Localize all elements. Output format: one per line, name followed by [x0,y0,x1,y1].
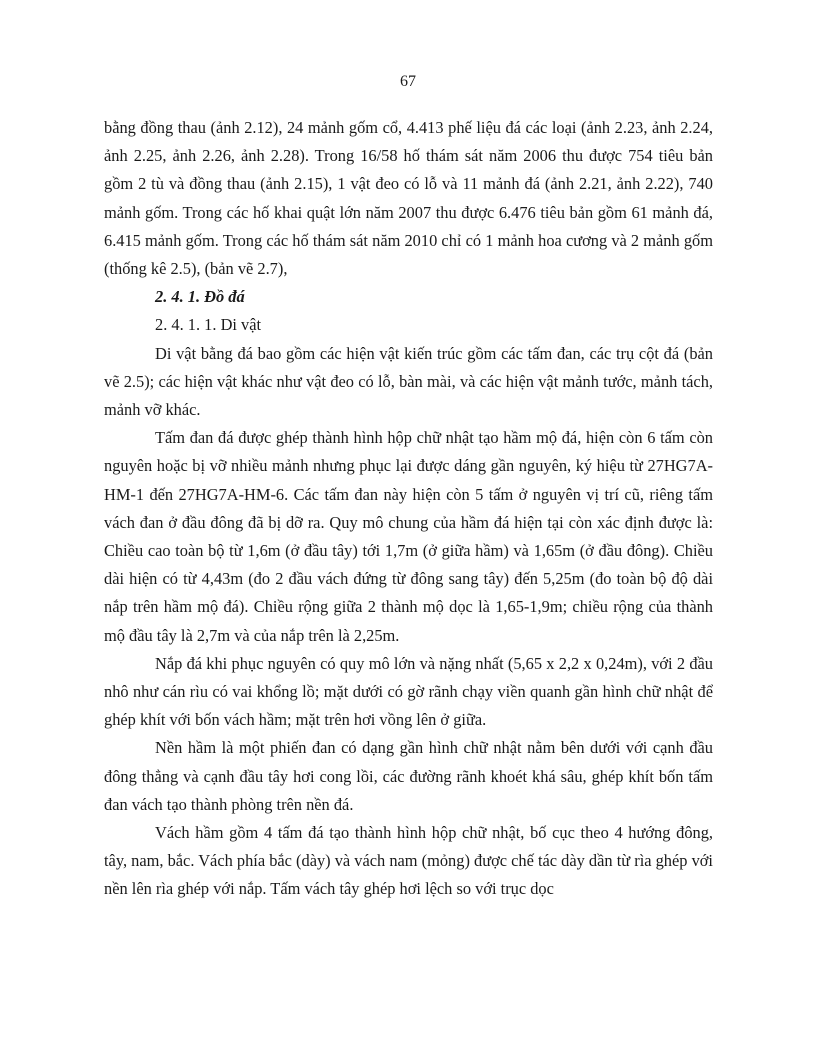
paragraph: Vách hầm gồm 4 tấm đá tạo thành hình hộp chữ nhật, bố cục theo 4 hướng đông, tây, nam, bắc. Vách phía bắc (dày) và vách nam (mỏng) được chế tác dày dần từ rìa ghép với nền lên rìa ghép với nắp. Tấm vách tây ghép hơi lệch so với trục dọc [104,823,713,899]
page-number: 67 [400,73,416,90]
section-heading: 2. 4. 1. Đồ đá [155,287,245,307]
paragraph: Di vật bằng đá bao gồm các hiện vật kiến trúc gồm các tấm đan, các trụ cột đá (bản vẽ 2.5); các hiện vật khác như vật đeo có lỗ, bàn mài, và các hiện vật mảnh tước, mảnh tách, mảnh vỡ khác. [104,343,713,420]
paragraph: Nền hầm là một phiến đan có dạng gần hình chữ nhật nằm bên dưới với cạnh đầu đông thẳng và cạnh đầu tây hơi cong lồi, các đường rãnh khoét khá sâu, ghép khít bốn tấm đan vách tạo thành phòng trên nền đá. [104,738,713,814]
subsection-heading: 2. 4. 1. 1. Di vật [155,315,262,335]
body-text [104,114,713,904]
paragraph: Nắp đá khi phục nguyên có quy mô lớn và nặng nhất (5,65 x 2,2 x 0,24m), với 2 đầu nhô như cán rìu có vai khổng lồ; mặt dưới có gờ rãnh chạy viền quanh gần hình chữ nhật để ghép khít với bốn vách hầm; mặt trên hơi vồng lên ở giữa. [104,653,713,730]
paragraph-continuation: bằng đồng thau (ảnh 2.12), 24 mảnh gốm cổ, 4.413 phế liệu đá các loại (ảnh 2.23, ảnh 2.24, ảnh 2.25, ảnh 2.26, ảnh 2.28). Trong 16/58 hố thám sát năm 2006 thu được 754 tiêu bản gồm 2 tù và đồng thau (ảnh 2.15), 1 vật đeo có lỗ và 11 mảnh đá (ảnh 2.21, ảnh 2.22), 740 mảnh gốm. Trong các hố khai quật lớn năm 2007 thu được 6.476 tiêu bản gồm 61 mảnh đá, 6.415 mảnh gốm. Trong các hố thám sát năm 2010 chỉ có 1 mảnh hoa cương và 2 mảnh gốm (thống kê 2.5), (bản vẽ 2.7), [104,118,713,279]
paragraph: Tấm đan đá được ghép thành hình hộp chữ nhật tạo hầm mộ đá, hiện còn 6 tấm còn nguyên hoặc bị vỡ nhiều mảnh nhưng phục lại được dáng gần nguyên, ký hiệu từ 27HG7A-HM-1 đến 27HG7A-HM-6. Các tấm đan này hiện còn 5 tấm ở nguyên vị trí cũ, riêng tấm vách đan ở đầu đông đã bị dỡ ra. Quy mô chung của hầm đá hiện tại còn xác định được là: Chiều cao toàn bộ từ 1,6m (ở đầu tây) tới 1,7m (ở giữa hầm) và 1,65m (ở đầu đông). Chiều dài hiện có từ 4,43m (đo 2 đầu vách đứng từ đông sang tây) đến 5,25m (đo toàn bộ độ dài nắp trên hầm mộ đá). Chiều rộng giữa 2 thành mộ dọc là 1,65-1,9m; chiều rộng của thành mộ đầu tây là 2,7m và của nắp trên là 2,25m. [104,428,713,645]
